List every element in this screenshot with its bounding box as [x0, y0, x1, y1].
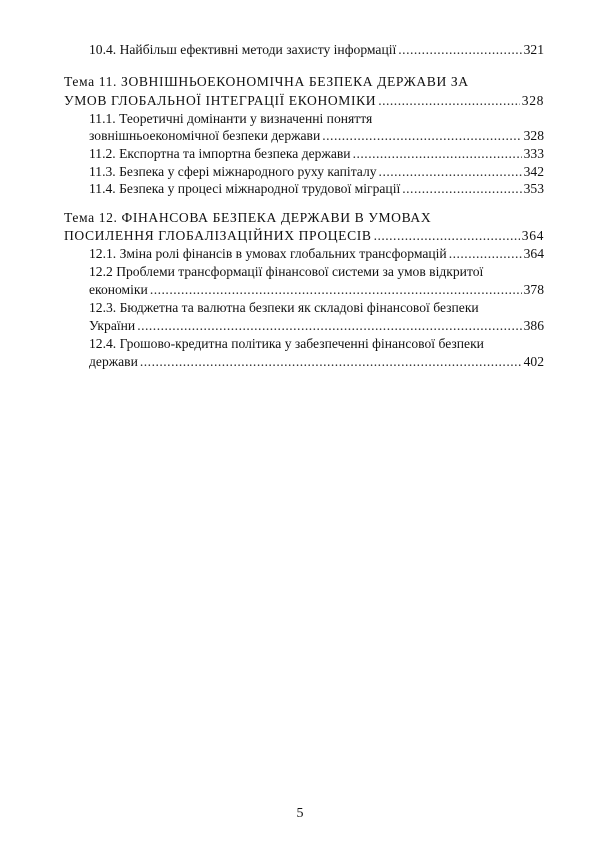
toc-entry-title: 11.4. Безпека у процесі міжнародної трудової міграції — [89, 181, 401, 196]
toc-entry-title: 11.2. Експортна та імпортна безпека держави — [89, 146, 351, 161]
dot-leader — [137, 318, 521, 334]
toc-entry-title: 10.4. Найбільш ефективні методи захисту інформації — [89, 42, 397, 57]
toc-page-number: 364 — [523, 246, 544, 261]
dot-leader — [374, 228, 520, 244]
dot-leader — [150, 282, 522, 298]
toc-entry-12-2-line1: 12.2 Проблеми трансформації фінансової системи за умов відкритої — [89, 264, 484, 279]
toc-topic-12 — [64, 228, 544, 244]
toc-topic-11-line1: Тема 11. ЗОВНІШНЬОЕКОНОМІЧНА БЕЗПЕКА ДЕРЖАВИ ЗА — [64, 74, 469, 89]
toc-page-number: 353 — [523, 181, 544, 196]
toc-entry-11-1 — [89, 128, 544, 144]
toc-topic-12-line1: Тема 12. ФІНАНСОВА БЕЗПЕКА ДЕРЖАВИ В УМОВАХ — [64, 210, 432, 225]
toc-page-number: 342 — [523, 164, 544, 179]
toc-entry-title: УМОВ ГЛОБАЛЬНОЇ ІНТЕГРАЦІЇ ЕКОНОМІКИ — [64, 93, 377, 108]
toc-entry-title: ПОСИЛЕННЯ ГЛОБАЛІЗАЦІЙНИХ ПРОЦЕСІВ — [64, 228, 372, 243]
dot-leader — [379, 164, 522, 180]
toc-entry-title: 12.1. Зміна ролі фінансів в умовах глобальних трансформацій — [89, 246, 447, 261]
dot-leader — [353, 146, 522, 162]
dot-leader — [398, 42, 521, 58]
toc-page-number: 328 — [521, 93, 544, 108]
toc-entry-12-2 — [89, 282, 544, 298]
toc-entry-11-2 — [89, 146, 544, 162]
toc-page-number: 386 — [523, 318, 544, 333]
toc-page-number: 402 — [523, 354, 544, 369]
toc-page-number: 378 — [523, 282, 544, 297]
toc-entry-12-1 — [89, 246, 544, 262]
dot-leader — [402, 181, 521, 197]
toc-entry-title: зовнішньоекономічної безпеки держави — [89, 128, 321, 143]
toc-page-number: 328 — [523, 128, 544, 143]
toc-topic-11 — [64, 93, 544, 109]
toc-entry-title: 11.3. Безпека у сфері міжнародного руху капіталу — [89, 164, 377, 179]
toc-entry-12-4-line1: 12.4. Грошово-кредитна політика у забезпеченні фінансової безпеки — [89, 336, 484, 351]
toc-entry-12-3 — [89, 318, 544, 334]
toc-entry-11-3 — [89, 164, 544, 180]
toc-page-number: 333 — [523, 146, 544, 161]
toc-entry-title: України — [89, 318, 136, 333]
toc-entry-12-4 — [89, 354, 544, 370]
dot-leader — [140, 354, 522, 370]
toc-page-number: 321 — [523, 42, 544, 57]
dot-leader — [449, 246, 522, 262]
page-number: 5 — [296, 806, 304, 821]
dot-leader — [378, 93, 520, 109]
toc-entry-12-3-line1: 12.3. Бюджетна та валютна безпеки як складові фінансової безпеки — [89, 300, 479, 315]
dot-leader — [322, 128, 521, 144]
toc-entry-title: держави — [89, 354, 138, 369]
toc-page-number: 364 — [521, 228, 544, 243]
toc-entry-title: економіки — [89, 282, 148, 297]
toc-entry-11-1-line1: 11.1. Теоретичні домінанти у визначенні поняття — [89, 111, 373, 126]
toc-entry-11-4 — [89, 181, 544, 197]
toc-entry-10-4 — [89, 42, 544, 58]
